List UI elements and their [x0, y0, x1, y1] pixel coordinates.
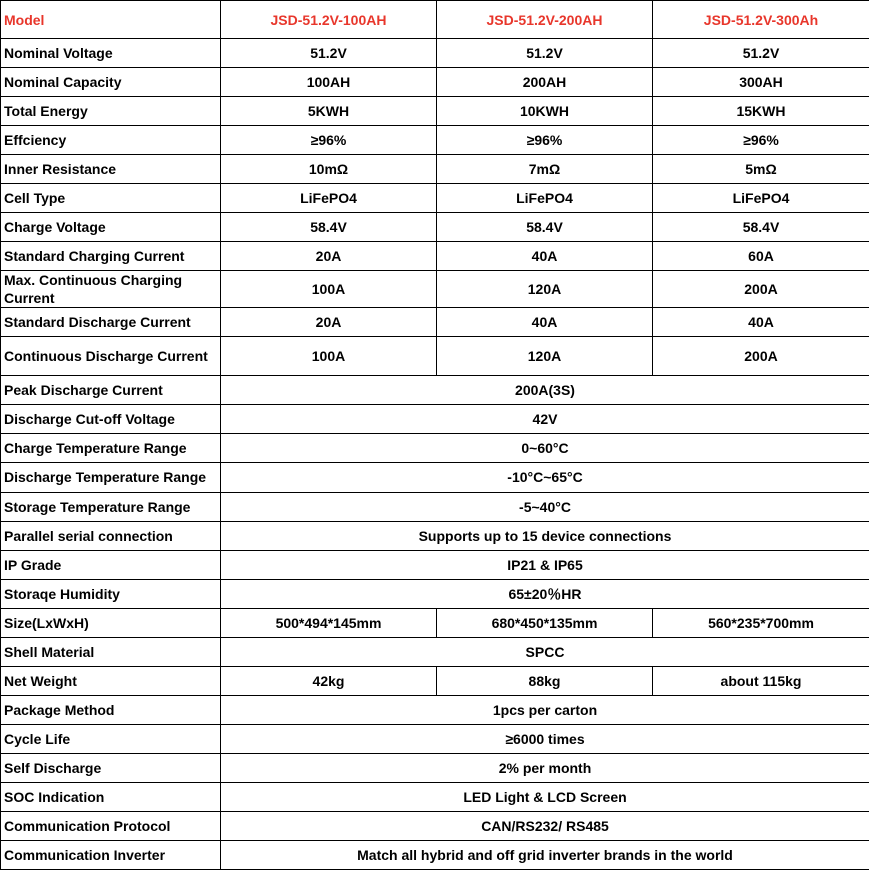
spec-row — [1, 637, 869, 666]
spec-row — [1, 782, 869, 811]
row-value: 42kg — [221, 666, 437, 695]
model-header: JSD-51.2V-100AH — [221, 1, 437, 39]
row-label: Shell Material — [1, 637, 221, 666]
row-label-text: Continuous Discharge Current — [4, 348, 208, 365]
spec-row — [1, 213, 869, 242]
row-value: about 115kg — [653, 666, 869, 695]
row-value: 51.2V — [653, 39, 869, 68]
spec-row — [1, 463, 869, 492]
row-value: 680*450*135mm — [437, 608, 653, 637]
row-value: 40A — [437, 308, 653, 337]
row-label: Self Discharge — [1, 753, 221, 782]
row-value: 100AH — [221, 68, 437, 97]
spec-row — [1, 337, 869, 376]
row-label: Nominal Voltage — [1, 39, 221, 68]
row-value: 10KWH — [437, 97, 653, 126]
row-value: 1pcs per carton — [221, 695, 869, 724]
row-value: ≥6000 times — [221, 724, 869, 753]
row-value: 2% per month — [221, 753, 869, 782]
row-value: 300AH — [653, 68, 869, 97]
spec-row — [1, 405, 869, 434]
row-value: 100A — [221, 337, 437, 376]
model-header: JSD-51.2V-200AH — [437, 1, 653, 39]
row-label: Communication Protocol — [1, 811, 221, 840]
row-value: 560*235*700mm — [653, 608, 869, 637]
row-label: Cell Type — [1, 184, 221, 213]
spec-row — [1, 695, 869, 724]
row-label: SOC Indication — [1, 782, 221, 811]
row-value: LED Light & LCD Screen — [221, 782, 869, 811]
spec-row — [1, 579, 869, 608]
spec-row — [1, 550, 869, 579]
spec-row — [1, 666, 869, 695]
row-value: 200A — [653, 271, 869, 308]
row-label: Discharge Cut-off Voltage — [1, 405, 221, 434]
row-value: 0~60°C — [221, 434, 869, 463]
row-value: SPCC — [221, 637, 869, 666]
row-label — [1, 271, 221, 308]
row-value: 65±20％HR — [221, 579, 869, 608]
row-label: Size(LxWxH) — [1, 608, 221, 637]
row-value: LiFePO4 — [221, 184, 437, 213]
row-value: Match all hybrid and off grid inverter brands in the world — [221, 840, 869, 869]
row-label: Parallel serial connection — [1, 521, 221, 550]
spec-row — [1, 39, 869, 68]
spec-row — [1, 68, 869, 97]
row-label: Peak Discharge Current — [1, 376, 221, 405]
spec-table-body — [1, 1, 869, 870]
row-label-text: Max. Continuous Charging Current — [4, 272, 183, 307]
row-label: Inner Resistance — [1, 155, 221, 184]
row-value: 5mΩ — [653, 155, 869, 184]
row-value: 51.2V — [221, 39, 437, 68]
row-value: 42V — [221, 405, 869, 434]
spec-row — [1, 308, 869, 337]
spec-row — [1, 608, 869, 637]
spec-row — [1, 840, 869, 869]
row-label: Nominal Capacity — [1, 68, 221, 97]
row-value: 200AH — [437, 68, 653, 97]
spec-row — [1, 271, 869, 308]
row-label: IP Grade — [1, 550, 221, 579]
row-value: 200A(3S) — [221, 376, 869, 405]
spec-row — [1, 242, 869, 271]
row-value: 20A — [221, 242, 437, 271]
row-label: Charge Temperature Range — [1, 434, 221, 463]
row-value: 58.4V — [221, 213, 437, 242]
row-value: ≥96% — [653, 126, 869, 155]
row-value: 51.2V — [437, 39, 653, 68]
row-value: ≥96% — [221, 126, 437, 155]
row-value: 40A — [437, 242, 653, 271]
row-label: Total Energy — [1, 97, 221, 126]
row-value: Supports up to 15 device connections — [221, 521, 869, 550]
spec-row — [1, 155, 869, 184]
row-value: 10mΩ — [221, 155, 437, 184]
row-label: Net Weight — [1, 666, 221, 695]
row-label: Communication Inverter — [1, 840, 221, 869]
spec-row — [1, 97, 869, 126]
row-label: Package Method — [1, 695, 221, 724]
row-value: LiFePO4 — [653, 184, 869, 213]
spec-row — [1, 753, 869, 782]
spec-row — [1, 434, 869, 463]
model-header: JSD-51.2V-300Ah — [653, 1, 869, 39]
row-value: 15KWH — [653, 97, 869, 126]
spec-row — [1, 376, 869, 405]
row-value: 40A — [653, 308, 869, 337]
row-value: -5~40°C — [221, 492, 869, 521]
spec-row — [1, 184, 869, 213]
row-label: Charge Voltage — [1, 213, 221, 242]
row-value: 100A — [221, 271, 437, 308]
row-value: 60A — [653, 242, 869, 271]
row-value: 500*494*145mm — [221, 608, 437, 637]
spec-row — [1, 811, 869, 840]
row-label: Effciency — [1, 126, 221, 155]
row-value: 200A — [653, 337, 869, 376]
spec-row — [1, 492, 869, 521]
row-value: -10°C~65°C — [221, 463, 869, 492]
row-value: 5KWH — [221, 97, 437, 126]
row-value: CAN/RS232/ RS485 — [221, 811, 869, 840]
spec-row — [1, 521, 869, 550]
row-value: 88kg — [437, 666, 653, 695]
row-label: Standard Discharge Current — [1, 308, 221, 337]
row-value: 120A — [437, 337, 653, 376]
row-label — [1, 463, 221, 492]
row-label: Cycle Life — [1, 724, 221, 753]
row-value: IP21 & IP65 — [221, 550, 869, 579]
row-value: 58.4V — [437, 213, 653, 242]
row-value: 58.4V — [653, 213, 869, 242]
row-value: LiFePO4 — [437, 184, 653, 213]
spec-row — [1, 126, 869, 155]
row-label-text: Discharge Temperature Range — [4, 469, 207, 486]
spec-row — [1, 724, 869, 753]
row-value: 20A — [221, 308, 437, 337]
row-value: ≥96% — [437, 126, 653, 155]
header-label: Model — [1, 1, 221, 39]
row-label: Standard Charging Current — [1, 242, 221, 271]
row-value: 120A — [437, 271, 653, 308]
row-label: Storage Temperature Range — [1, 492, 221, 521]
header-row — [1, 1, 869, 39]
row-value: 7mΩ — [437, 155, 653, 184]
row-label: Storaqe Humidity — [1, 579, 221, 608]
row-label — [1, 337, 221, 376]
